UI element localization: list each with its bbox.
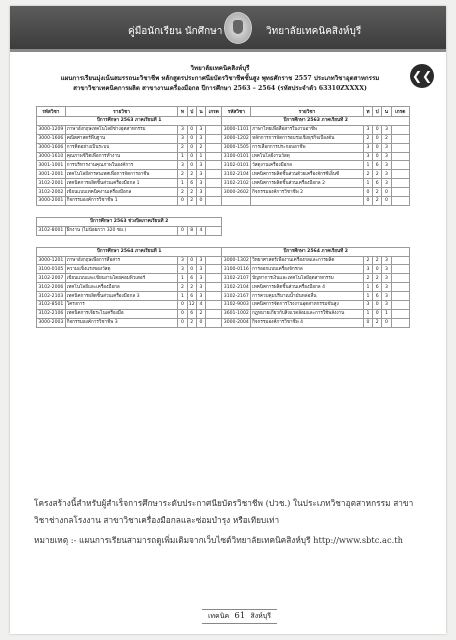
course-name: ปัญหาการเงินและเทคโนโลยีอุตสาหกรรม (251, 274, 364, 283)
grade (391, 143, 409, 152)
course-name: หลักการการจัดการอบรมเชิงธุรกิจเบื้องต้น (251, 134, 364, 143)
table-row (37, 170, 410, 179)
course-name: เขียนแบบและเขียนงานโดยคอมพิวเตอร์ (65, 274, 178, 283)
credits: 3 (196, 161, 205, 170)
credits: 3 (382, 152, 391, 161)
practice-hours: 0 (187, 152, 196, 161)
theory-hours: 3 (178, 125, 187, 134)
theory-hours: 0 (178, 318, 187, 327)
theory-hours: 1 (363, 309, 372, 318)
column-header: รหัสวิชา (37, 107, 66, 117)
grade (391, 274, 409, 283)
grade (391, 134, 409, 143)
practice-hours: 0 (187, 256, 196, 265)
practice-hours: 6 (187, 292, 196, 301)
credits (382, 226, 391, 235)
theory-hours: 1 (363, 179, 372, 188)
credits: 1 (382, 309, 391, 318)
grade (206, 125, 222, 134)
table-row (37, 188, 410, 197)
course-code: 3102-2007 (38, 275, 64, 281)
course-name: เขียนแบบเทคนิคงานเครื่องมือกล (65, 188, 178, 197)
table-row (37, 318, 410, 327)
course-name: กิจกรรมองค์การวิชาชีพ 4 (251, 318, 364, 327)
practice-hours: 2 (373, 318, 382, 327)
course-code: 3000-1101 (223, 127, 249, 133)
grade (206, 265, 222, 274)
practice-hours: 0 (373, 143, 382, 152)
course-name (251, 226, 364, 235)
theory-hours: 2 (363, 274, 372, 283)
theory-hours: 1 (363, 292, 372, 301)
theory-hours: 0 (178, 301, 187, 310)
practice-hours: 2 (373, 170, 382, 179)
credits: 2 (196, 143, 205, 152)
practice-hours: 0 (187, 265, 196, 274)
section-spacer (37, 235, 410, 247)
theory-hours: 0 (363, 188, 372, 197)
grade (391, 161, 409, 170)
credits: 3 (196, 265, 205, 274)
theory-hours: 2 (363, 170, 372, 179)
grade (391, 179, 409, 188)
course-code: 3102-8001 (38, 228, 64, 234)
theory-hours: 3 (178, 256, 187, 265)
grade (391, 125, 409, 134)
grade (206, 197, 222, 206)
course-code: 3102-2103 (38, 293, 64, 299)
practice-hours: 6 (187, 179, 196, 188)
grade (206, 318, 222, 327)
table-row (37, 283, 410, 292)
table-row (37, 197, 410, 206)
column-header: เกรด (391, 107, 409, 117)
course-name: เทคนิคการผลิตชิ้นส่วนด้วยเครื่องจักรซีเอ็นซี (251, 170, 364, 179)
table-row (37, 152, 410, 161)
course-name: เทคโนโลยีสารสนเทศเพื่อการจัดการอาชีพ (65, 170, 178, 179)
practice-hours: 0 (187, 134, 196, 143)
course-name: เทคนิคการผลิตชิ้นส่วนเครื่องมือกล 2 (251, 179, 364, 188)
theory-hours (363, 226, 372, 235)
course-code: 3102-9003 (223, 302, 249, 308)
semester-title-right (222, 217, 410, 226)
grade (391, 197, 409, 206)
credits: 3 (382, 170, 391, 179)
semester-title-right: ปีการศึกษา 2564 ภาคเรียนที่ 2 (222, 247, 410, 256)
table-row (37, 134, 410, 143)
credits: 3 (196, 170, 205, 179)
theory-hours: 3 (363, 301, 372, 310)
course-name: กิจกรรมองค์การวิชาชีพ 1 (65, 197, 178, 206)
course-code: 3102-2006 (38, 284, 64, 290)
theory-hours: 2 (363, 256, 372, 265)
practice-hours: 2 (187, 197, 196, 206)
course-name: วัสดุงานเครื่องมือกล (251, 161, 364, 170)
course-code: 3100-0105 (38, 266, 64, 272)
table-row (37, 125, 410, 134)
table-header-row (37, 107, 410, 117)
practice-hours: 2 (373, 256, 382, 265)
course-code: 3000-1606 (38, 136, 64, 142)
course-code: 3000-2602 (223, 189, 249, 195)
credits: 3 (382, 301, 391, 310)
theory-hours: 0 (178, 309, 187, 318)
course-code: 3102-2107 (223, 275, 249, 281)
practice-hours: 8 (187, 226, 196, 235)
credits: 3 (196, 292, 205, 301)
theory-hours: 2 (178, 283, 187, 292)
practice-hours: 6 (373, 292, 382, 301)
grade (391, 256, 409, 265)
credits: 3 (196, 179, 205, 188)
practice-hours: 6 (187, 274, 196, 283)
practice-hours: 0 (187, 125, 196, 134)
credits: 0 (382, 197, 391, 206)
course-code: 3000-2001 (38, 198, 64, 204)
grade (391, 301, 409, 310)
course-code: 3000-1209 (38, 127, 64, 133)
theory-hours: 2 (178, 170, 187, 179)
theory-hours: 0 (363, 318, 372, 327)
footer-suffix: สิงห์บุรี (250, 612, 271, 620)
course-code: 3102-0101 (223, 162, 249, 168)
column-header: ท (178, 107, 187, 117)
column-header: รหัสวิชา (222, 107, 251, 117)
practice-hours: 0 (187, 161, 196, 170)
table-row (37, 292, 410, 301)
semester-title-left: ปีการศึกษา 2563 ภาคเรียนที่ 1 (37, 117, 222, 126)
course-name (251, 197, 364, 206)
theory-hours: 3 (178, 265, 187, 274)
title-line: สาขาวิชาเทคนิคการผลิต สาขางานเครื่องมือกล ปีการศึกษา 2563 – 2564 (รหัสประจำตัว 63310ZXXXX) (73, 85, 367, 92)
grade (206, 179, 222, 188)
course-code: 3102-2104 (223, 284, 249, 290)
column-header: เกรด (206, 107, 222, 117)
table-row (37, 143, 410, 152)
structure-paragraph: โครงสร้างนี้สำหรับผู้สำเร็จการศึกษาระดับประกาศนียบัตรวิชาชีพ (ปวช.) ในประเภทวิชาอุตสาหกรรม สาขาวิชาช่างกลโรงงาน สาขาวิชาเครื่องมือกลและซ่อมบำรุง หรือเทียบเท่า (34, 498, 414, 525)
grade (391, 152, 409, 161)
credits: 3 (196, 125, 205, 134)
title-line: แผนการเรียนมุ่งเน้นสมรรถนะวิชาชีพ หลักสูตรประกาศนียบัตรวิชาชีพชั้นสูง พุทธศักราช 2557 ประเภทวิชาอุตสาหกรรม (60, 75, 380, 82)
course-code: 3000-2003 (38, 320, 64, 326)
credits: 1 (196, 152, 205, 161)
theory-hours: 1 (178, 152, 187, 161)
theory-hours: 2 (178, 143, 187, 152)
theory-hours: 0 (363, 197, 372, 206)
practice-hours: 2 (187, 318, 196, 327)
practice-hours: 2 (373, 274, 382, 283)
practice-hours: 2 (373, 188, 382, 197)
section-spacer (37, 205, 410, 217)
course-code: 3000-1606 (38, 145, 64, 151)
table-row (37, 265, 410, 274)
course-name: วิทยาศาสตร์เพื่องานเครื่องกลและการผลิต (251, 256, 364, 265)
credits: 4 (196, 226, 205, 235)
course-code: 3102-2167 (223, 293, 249, 299)
grade (206, 226, 222, 235)
grade (391, 318, 409, 327)
column-header: ป (187, 107, 196, 117)
credits: 0 (382, 318, 391, 327)
header-divider (10, 49, 446, 52)
course-name: กิจกรรมองค์การวิชาชีพ 2 (251, 188, 364, 197)
title-line: วิทยาลัยเทคนิคสิงห์บุรี (190, 65, 250, 72)
grade (206, 283, 222, 292)
grade (391, 188, 409, 197)
practice-hours: 0 (373, 134, 382, 143)
column-header: รายวิชา (65, 107, 178, 117)
theory-hours: 3 (363, 125, 372, 134)
table-row (37, 161, 410, 170)
practice-hours: 0 (373, 125, 382, 134)
credits: 3 (196, 134, 205, 143)
double-chevron-left-icon: ❮❮ (411, 69, 433, 83)
theory-hours: 3 (178, 161, 187, 170)
course-code: 3102-2002 (38, 189, 64, 195)
grade (206, 170, 222, 179)
header-left-title: คู่มือนักเรียน นักศึกษา (128, 26, 223, 37)
grade (206, 301, 222, 310)
course-name: เทคนิคการจัดการโรงงานอุตสาหกรรมขั้นสูง (251, 301, 364, 310)
practice-hours: 2 (187, 283, 196, 292)
grade (206, 134, 222, 143)
course-code: 3102-2102 (223, 180, 249, 186)
grade (206, 161, 222, 170)
course-name: โครงการ (65, 301, 178, 310)
course-name: เทคโนโลยีงานวัสดุ (251, 152, 364, 161)
course-name: เทคนิคการเจียระไนเครื่องมือ (65, 309, 178, 318)
theory-hours: 1 (178, 179, 187, 188)
credits: 2 (382, 134, 391, 143)
course-name: การคิดอย่างเป็นระบบ (65, 143, 178, 152)
course-code: 3001-2001 (38, 171, 64, 177)
table-row (37, 309, 410, 318)
credits: 3 (382, 256, 391, 265)
grade (391, 309, 409, 318)
credits: 3 (196, 188, 205, 197)
course-name: คณิตศาสตร์พื้นฐาน (65, 134, 178, 143)
semester-title-left: ปีการศึกษา 2564 ภาคเรียนที่ 1 (37, 247, 222, 256)
semester-title-left: ปีการศึกษา 2563 ช่วงปิดภาคเรียนที่ 2 (37, 217, 222, 226)
grade (206, 256, 222, 265)
theory-hours: 2 (178, 188, 187, 197)
course-code: 3100-0101 (223, 154, 249, 159)
course-name: กิจกรรมองค์การวิชาชีพ 3 (65, 318, 178, 327)
course-code (222, 197, 251, 206)
course-name: เทคโนโลยีและเครื่องมือกล (65, 283, 178, 292)
credits: 3 (196, 283, 205, 292)
course-name: ภาษาอังกฤษเพื่อการสื่อสาร (65, 256, 178, 265)
grade (391, 292, 409, 301)
practice-hours: 0 (373, 265, 382, 274)
practice-hours: 6 (373, 161, 382, 170)
course-name: คุณภาพชีวิตเพื่อการทำงาน (65, 152, 178, 161)
semester-title-right: ปีการศึกษา 2563 ภาคเรียนที่ 2 (222, 117, 410, 126)
course-code: 3102-2001 (38, 180, 64, 186)
table-row (37, 256, 410, 265)
course-name: เทคนิคการผลิตชิ้นส่วนเครื่องมือกล 3 (65, 292, 178, 301)
theory-hours: 1 (178, 274, 187, 283)
grade (391, 265, 409, 274)
theory-hours: 1 (363, 283, 372, 292)
page-footer (202, 609, 277, 624)
course-code: 3100-0116 (223, 266, 249, 272)
column-header: น (196, 107, 205, 117)
grade (206, 309, 222, 318)
practice-hours: 0 (373, 309, 382, 318)
practice-hours: 12 (188, 302, 195, 308)
course-code: 3000-1202 (223, 136, 249, 142)
theory-hours: 3 (363, 143, 372, 152)
practice-hours: 2 (187, 188, 196, 197)
course-name: ภาษาอังกฤษเทคโนโลยีช่างอุตสาหกรรม (65, 125, 178, 134)
credits: 3 (382, 283, 391, 292)
credits: 3 (382, 179, 391, 188)
practice-hours: 6 (373, 179, 382, 188)
grade (206, 152, 222, 161)
credits: 0 (196, 318, 205, 327)
course-code: 3001-1001 (38, 162, 64, 168)
table-row (37, 301, 410, 310)
practice-hours: 6 (187, 309, 196, 318)
credits: 3 (382, 265, 391, 274)
course-name: กฎหมายเกี่ยวกับสิ่งแวดล้อมและการใช้พลังงาน (251, 309, 364, 318)
header-right-title: วิทยาลัยเทคนิคสิงห์บุรี (266, 26, 362, 37)
practice-hours: 0 (373, 301, 382, 310)
course-code: 3102-2106 (38, 311, 64, 317)
column-header: น (382, 107, 391, 117)
course-code: 3000-2004 (223, 320, 249, 326)
semester-header-row (37, 117, 410, 126)
theory-hours: 3 (363, 152, 372, 161)
grade (391, 283, 409, 292)
credits: 3 (196, 274, 205, 283)
course-name: การบริหารงานคุณภาพในองค์การ (65, 161, 178, 170)
course-code: 3000-1302 (223, 258, 249, 264)
footer-prefix: เทคนิค (208, 612, 230, 620)
semester-header-row (37, 217, 410, 226)
theory-hours: 0 (178, 226, 187, 235)
grade (206, 188, 222, 197)
column-header: ป (373, 107, 382, 117)
course-code (222, 226, 251, 235)
credits: 0 (196, 197, 205, 206)
course-name: เทคนิคการผลิตชิ้นส่วนเครื่องมือกล 4 (251, 283, 364, 292)
course-name: การเลือกการประกอบอาชีพ (251, 143, 364, 152)
credits: 3 (382, 292, 391, 301)
theory-hours: 1 (178, 292, 187, 301)
grade (206, 274, 222, 283)
theory-hours: 3 (363, 265, 372, 274)
credits: 3 (382, 274, 391, 283)
grade (391, 226, 409, 235)
grade (391, 170, 409, 179)
document-titles (50, 64, 390, 94)
course-code: 3000-1505 (223, 145, 249, 151)
table-row (37, 179, 410, 188)
practice-hours: 0 (187, 143, 196, 152)
practice-hours: 0 (373, 152, 382, 161)
course-name: การควบคุมปริมาณน้ำมันหล่อลื่น (251, 292, 364, 301)
credits: 4 (196, 301, 205, 310)
course-code: 3102-2104 (223, 171, 249, 177)
practice-hours (373, 226, 382, 235)
course-code: 3000-1610 (38, 154, 64, 159)
course-code: 3601-1002 (223, 311, 249, 317)
table-row (37, 274, 410, 283)
credits: 3 (382, 143, 391, 152)
document-page (10, 6, 446, 634)
page-number: 61 (234, 611, 246, 621)
practice-hours: 2 (373, 197, 382, 206)
course-name: การออกแบบเครื่องจักรกล (251, 265, 364, 274)
practice-hours: 6 (373, 283, 382, 292)
credits: 3 (382, 161, 391, 170)
course-code: 3102-8501 (38, 302, 64, 308)
course-name: ความแข็งแรงของวัสดุ (65, 265, 178, 274)
theory-hours: 1 (363, 161, 372, 170)
page-header (10, 6, 446, 52)
credits: 3 (196, 256, 205, 265)
theory-hours: 0 (178, 197, 187, 206)
study-plan-table (36, 106, 410, 328)
table-row (37, 226, 410, 235)
course-name: ฝึกงาน (ไม่น้อยกว่า 320 ชม.) (65, 226, 178, 235)
grade (206, 292, 222, 301)
course-code: 3000-1201 (38, 258, 64, 264)
practice-hours: 2 (187, 170, 196, 179)
college-logo (224, 12, 252, 44)
credits: 2 (196, 309, 205, 318)
grade (206, 143, 222, 152)
theory-hours: 3 (178, 134, 187, 143)
back-button[interactable] (410, 64, 434, 88)
remark-note: หมายเหตุ :- แผนการเรียนสามารถดูเพิ่มเติมจากเว็บไซต์วิทยาลัยเทคนิคสิงห์บุรี http://www.sbtc.ac.th (34, 535, 403, 545)
course-name: ภาษาไทยเพื่อสื่อสารในงานอาชีพ (251, 125, 364, 134)
credits: 0 (382, 188, 391, 197)
credits: 3 (382, 125, 391, 134)
theory-hours: 2 (363, 134, 372, 143)
course-name: เทคนิคการผลิตชิ้นส่วนเครื่องมือกล 1 (65, 179, 178, 188)
column-header: รายวิชา (251, 107, 364, 117)
column-header: ท (363, 107, 372, 117)
semester-header-row (37, 247, 410, 256)
